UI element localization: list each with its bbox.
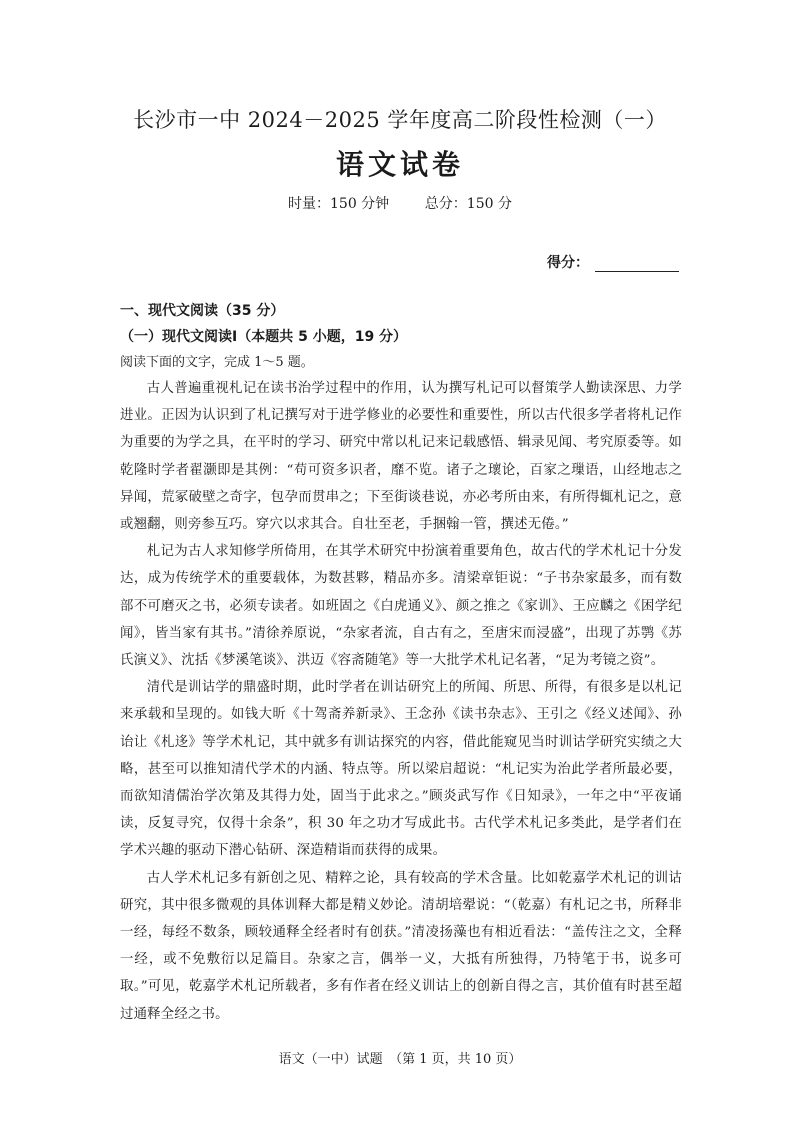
total-label: 总分：150 分 xyxy=(424,196,512,212)
passage-paragraph-2: 札记为古人求知修学所倚用，在其学术研究中扮演着重要角色，故古代的学术札记十分发达，成为传统学术的重要载体，为数甚夥，精品亦多。清梁章钜说：“子书杂家最多，而有数部不可磨灭之书，必须专读者。如班固之《白虎通义》、颜之推之《家训》、王应麟之《困学纪闻》，皆当家有其书。”清徐养原说，“杂家者流，自古有之，至唐宋而浸盛”，出现了苏鹗《苏氏演义》、沈括《梦溪笔谈》、洪迈《容斋随笔》等一大批学术札记名著，“足为考镜之资”。 xyxy=(120,544,682,669)
passage-paragraph-4: 古人学术札记多有新创之见、精粹之论，具有较高的学术含量。比如乾嘉学术札记的训诂研究，其中很多微观的具体训释大都是精义妙论。清胡培翚说：“（乾嘉）有札记之书，所释非一经，每经不数条，顾较通释全经者时有创获。”清凌扬藻也有相近看法：“盖传注之文，全释一经，或不免敷衍以足篇目。杂家之言，偶举一义，大抵有所独得，乃特笔于书，说多可取。”可见，乾嘉学术札记所载者，多有作者在经义训诂上的创新自得之言，其价值有时甚至超过通释全经之书。 xyxy=(120,870,682,1022)
score-label: 得分： xyxy=(547,255,589,271)
passage-paragraph-1: 古人普遍重视札记在读书治学过程中的作用，认为撰写札记可以督策学人勤读深思、力学进业。正因为认识到了札记撰写对于进学修业的必要性和重要性，所以古代很多学者将札记作为重要的为学之具，在平时的学习、研究中常以札记来记载感悟、辑录见闻、考究原委等。如乾隆时学者翟灏即是其例：“苟可资多识者，靡不览。诸子之瓌论，百家之璅语，山经地志之异闻，荒冢破壁之奇字，包孕而贯串之；下至街谈巷说，亦必考所由来，有所得辄札记之，意或翘翻，则旁参互巧。穿穴以求其合。自壮至老，手捆翰一管，撰述无倦。” xyxy=(120,381,682,533)
exam-title: 长沙市一中 2024－2025 学年度高二阶段性检测（一） xyxy=(133,108,667,132)
exam-subtitle: 语文试卷 xyxy=(335,148,464,181)
score-field xyxy=(547,252,679,272)
reading-passage xyxy=(120,375,682,1028)
exam-meta xyxy=(0,193,800,213)
subsection-heading: （一）现代文阅读Ⅰ（本题共 5 小题，19 分） xyxy=(120,329,408,345)
time-label: 时量：150 分钟 xyxy=(288,196,390,212)
section-heading: 一、现代文阅读（35 分） xyxy=(120,303,285,319)
score-blank xyxy=(595,257,679,272)
passage-paragraph-3: 清代是训诂学的鼎盛时期，此时学者在训诂研究上的所闻、所思、所得，有很多是以札记来承载和呈现的。如钱大昕《十驾斋养新录》、王念孙《读书杂志》、王引之《经义述闻》、孙诒让《札迻》等学术札记，其中就多有训诂探究的内容，借此能窥见当时训诂学研究实绩之大略，甚至可以推知清代学术的内涵、特点等。所以梁启超说：“札记实为治此学者所最必要，而欲知清儒治学次第及其得力处，固当于此求之。”顾炎武写作《日知录》，一年之中“平夜诵读，反复寻究，仅得十余条”，积 30 年之功才写成此书。古代学术札记多类此，是学者们在学术兴趣的驱动下潜心钻研、深造精诣而获得的成果。 xyxy=(120,680,682,859)
reading-instruction: 阅读下面的文字，完成 1～5 题。 xyxy=(120,355,314,370)
page-footer: 语文（一中）试题 （第 1 页，共 10 页） xyxy=(278,1052,522,1067)
